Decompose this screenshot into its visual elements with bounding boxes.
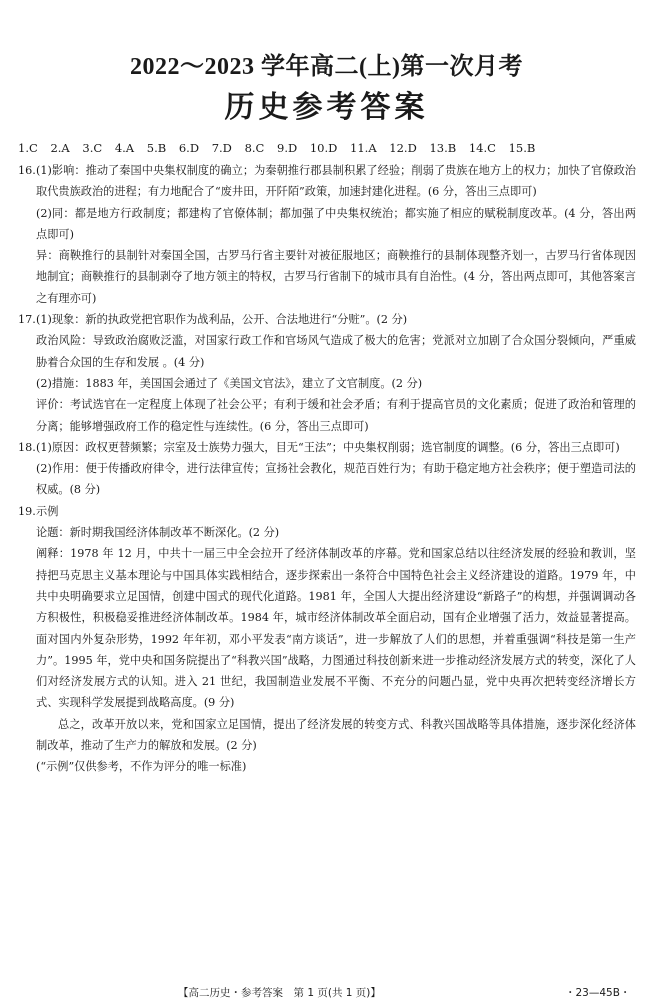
argument-paragraph: 阐释：1978 年 12 月，中共十一届三中全会拉开了经济体制改革的序幕。党和国家总结以往经济发展的经验和教训，坚持把马克思主义基本理论与中国具体实践相结合，逐步探索出一条符合中国特色社会主义经济建设的道路。1979 年，中共中央明确要求立足国情，创建中国式的现代化道路。1981 年，全国人大提出经济建设“新路子”的构想，并强调调动各方积极性，积极稳妥推进经济体制改革。1984 年，城市经济体制改革全面启动，国有企业增强了活力，效益显著提高。面对国内外复杂形势，1992 年年初，邓小平发表“南方谈话”，进一步解放了人们的思想，并着重强调“科技是第一生产力”。1995 年，党中央和国务院提出了“科教兴国”战略，力图通过科技创新来进一步推动经济发展方式的转变，深化了人们对经济发展方式的认知。进入 21 世纪，我国制造业发展不平衡、不充分的问题凸显，党中央再次把转变经济增长方式、实现科学发展提到战略高度。(9 分) xyxy=(36,547,636,710)
question-16 xyxy=(18,160,636,309)
choice-answer: 7.D xyxy=(211,141,232,155)
answer-paragraph: (2)同：都是地方行政制度；都建构了官僚体制；都加强了中央集权统治；都实施了相应的赋税制度改革。(4 分，答出两点即可) xyxy=(36,206,636,241)
note-paragraph: (“示例”仅供参考，不作为评分的唯一标准) xyxy=(36,760,247,774)
footer-code: ・23—45B・ xyxy=(565,987,631,999)
choice-answer: 10.D xyxy=(309,141,338,155)
answer-paragraph: (1)原因：政权更替频繁；宗室及士族势力强大，目无“王法”；中央集权削弱；选官制度的调整。(6 分，答出三点即可) xyxy=(36,440,620,454)
answer-paragraph: (2)措施：1883 年，美国国会通过了《美国文官法》，建立了文官制度。(2 分) xyxy=(36,376,423,390)
answer-paragraph: 异：商鞅推行的县制针对秦国全国，古罗马行省主要针对被征服地区；商鞅推行的县制体现整齐划一，古罗马行省体现因地制宜；商鞅推行的县制剥夺了地方领主的特权，古罗马行省制下的城市具有自治性。(4 分，答出两点即可，其他答案言之有理亦可) xyxy=(36,249,636,305)
question-number: 18. xyxy=(18,440,36,454)
question-17 xyxy=(18,309,636,437)
question-19 xyxy=(18,501,636,778)
answer-paragraph: (1)现象：新的执政党把官职作为战利品，公开、合法地进行“分赃”。(2 分) xyxy=(36,313,408,327)
choice-answer: 14.C xyxy=(468,141,496,155)
choice-answer: 4.A xyxy=(114,141,135,155)
choice-answer: 12.D xyxy=(389,141,417,155)
choice-answer: 11.A xyxy=(350,141,377,155)
answer-body xyxy=(18,160,636,778)
question-number: 16. xyxy=(18,164,36,177)
footer-page-info: 【高二历史・参考答案 第 1 页(共 1 页)】 xyxy=(178,987,381,999)
choice-answer: 2.A xyxy=(50,141,70,155)
question-number: 17. xyxy=(18,313,36,327)
choice-answer: 5.B xyxy=(146,141,167,155)
answer-paragraph: (2)作用：便于传播政府律令，进行法律宣传；宣扬社会教化，规范百姓行为；有助于稳定地方社会秩序；便于塑造司法的权威。(8 分) xyxy=(36,462,636,497)
choice-answer: 1.C xyxy=(18,141,38,155)
answer-paragraph: 政治风险：导致政治腐败泛滥，对国家行政工作和官场风气造成了极大的危害；党派对立加剧了合众国分裂倾向，严重威胁着合众国的生存和发展 。(4 分) xyxy=(36,334,636,369)
conclusion-paragraph: 总之，改革开放以来，党和国家立足国情，提出了经济发展的转变方式、科教兴国战略等具体措施，逐步深化经济体制改革，推动了生产力的解放和发展。(2 分) xyxy=(36,717,636,753)
answer-paragraph: (1)影响：推动了秦国中央集权制度的确立；为秦朝推行郡县制积累了经验；削弱了贵族在地方上的权力；加快了官僚政治取代贵族政治的进程；有力地配合了“废井田，开阡陌”政策，加速封建化进程。(6 分，答出三点即可) xyxy=(36,164,636,199)
thesis-paragraph: 论题：新时期我国经济体制改革不断深化。(2 分) xyxy=(36,526,280,540)
choice-answer: 13.B xyxy=(429,141,457,155)
choice-answer: 8.C xyxy=(244,141,265,155)
choice-answer: 6.D xyxy=(178,141,200,155)
example-label: 示例 xyxy=(36,504,59,518)
question-18 xyxy=(18,437,636,501)
choice-answer: 3.C xyxy=(82,141,103,155)
choice-answers-row xyxy=(18,141,638,155)
exam-title: 2022～2023 学年高二(上)第一次月考 xyxy=(130,54,523,80)
choice-answer: 15.B xyxy=(508,141,536,155)
document-title: 历史参考答案 xyxy=(224,90,429,125)
question-number: 19. xyxy=(18,504,36,518)
answer-paragraph: 评价：考试选官在一定程度上体现了社会公平；有利于缓和社会矛盾；有利于提高官员的文化素质；促进了政治和管理的分离；能够增强政府工作的稳定性与连续性。(6 分，答出三点即可) xyxy=(36,398,636,433)
choice-answer: 9.D xyxy=(277,141,298,155)
